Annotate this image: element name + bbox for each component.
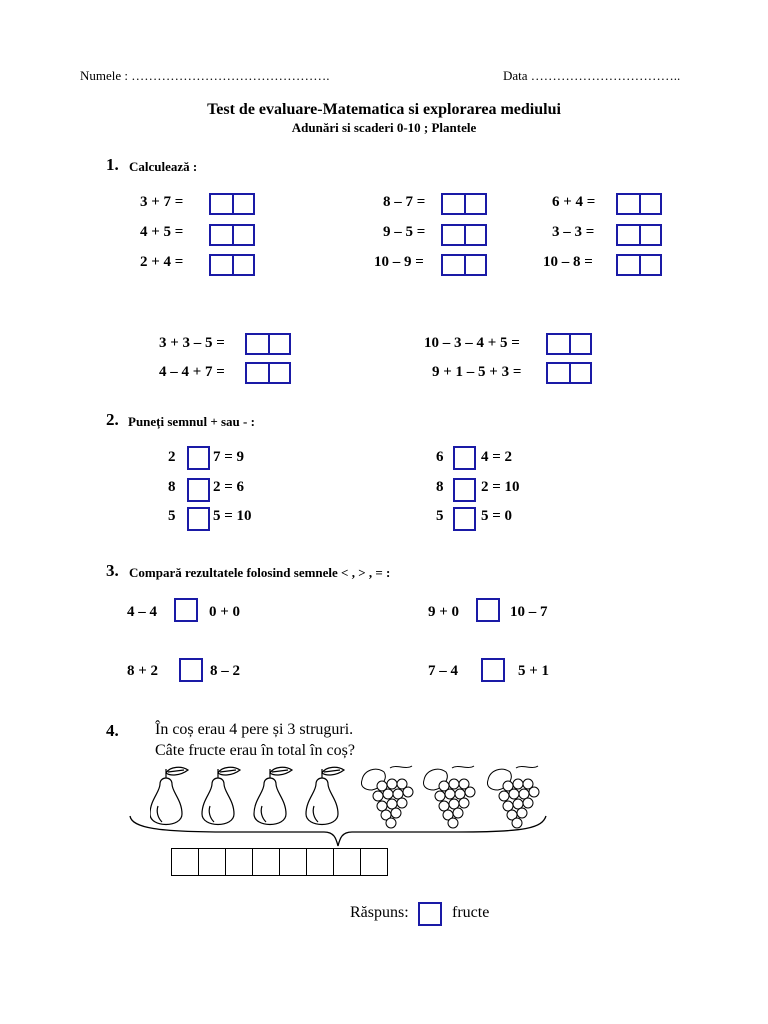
operand: 2: [168, 449, 176, 465]
grid-cell: [225, 848, 253, 876]
page-subtitle: Adunări si scaderi 0-10 ; Plantele: [291, 120, 477, 135]
calc-expression-long: 3 + 3 – 5 =: [159, 335, 225, 351]
compare-right: 10 – 7: [510, 604, 548, 620]
operand: 5: [168, 508, 176, 524]
calc-expression-long: 4 – 4 + 7 =: [159, 364, 225, 380]
sign-box[interactable]: [187, 478, 210, 502]
answer-box[interactable]: [441, 254, 487, 276]
calc-expression: 3 + 7 =: [140, 194, 184, 210]
equation-rest: 7 = 9: [213, 449, 245, 465]
compare-box[interactable]: [476, 598, 500, 622]
exercise-1-instruction: Calculează :: [129, 159, 198, 174]
compare-left: 7 – 4: [428, 663, 458, 679]
calc-expression: 10 – 8 =: [543, 254, 593, 270]
compare-right: 8 – 2: [210, 663, 240, 679]
name-field-label: Numele : ……………………………………….: [80, 68, 330, 83]
answer-box[interactable]: [209, 193, 255, 215]
exercise-2-instruction: Puneți semnul + sau - :: [128, 414, 255, 429]
compare-right: 5 + 1: [518, 663, 550, 679]
sign-box[interactable]: [453, 478, 476, 502]
operand: 6: [436, 449, 444, 465]
grid-cell: [306, 848, 334, 876]
page-title: Test de evaluare-Matematica si explorarea mediului: [207, 101, 561, 118]
answer-box[interactable]: [209, 254, 255, 276]
answer-label: Răspuns:: [350, 904, 409, 921]
answer-box[interactable]: [441, 224, 487, 246]
operand: 8: [168, 479, 176, 495]
exercise-4-number: 4.: [106, 721, 119, 740]
answer-box[interactable]: [616, 224, 662, 246]
grid-cell: [198, 848, 226, 876]
grid-cell: [279, 848, 307, 876]
compare-box[interactable]: [174, 598, 198, 622]
compare-left: 4 – 4: [127, 604, 157, 620]
calc-expression: 9 – 5 =: [383, 224, 426, 240]
answer-unit: fructe: [452, 904, 490, 921]
answer-box[interactable]: [546, 333, 592, 355]
sign-box[interactable]: [187, 446, 210, 470]
problem-line-2: Câte fructe erau în total în coș?: [155, 742, 355, 759]
operand: 5: [436, 508, 444, 524]
compare-box[interactable]: [481, 658, 505, 682]
answer-box[interactable]: [616, 193, 662, 215]
answer-box[interactable]: [546, 362, 592, 384]
equation-rest: 2 = 10: [481, 479, 520, 495]
calc-expression: 4 + 5 =: [140, 224, 184, 240]
grid-cell: [333, 848, 361, 876]
equation-rest: 4 = 2: [481, 449, 513, 465]
calc-expression: 2 + 4 =: [140, 254, 184, 270]
date-field-label: Data ……………………………..: [503, 68, 681, 83]
equation-rest: 2 = 6: [213, 479, 245, 495]
sign-box[interactable]: [187, 507, 210, 531]
operand: 8: [436, 479, 444, 495]
answer-box[interactable]: [441, 193, 487, 215]
compare-left: 9 + 0: [428, 604, 460, 620]
compare-left: 8 + 2: [127, 663, 159, 679]
total-brace: [128, 812, 548, 848]
answer-box[interactable]: [418, 902, 442, 926]
compare-right: 0 + 0: [209, 604, 241, 620]
equation-rest: 5 = 0: [481, 508, 513, 524]
grid-cell: [171, 848, 199, 876]
grid-cell: [252, 848, 280, 876]
answer-grid[interactable]: [171, 848, 388, 876]
calc-expression-long: 9 + 1 – 5 + 3 =: [432, 364, 522, 380]
equation-rest: 5 = 10: [213, 508, 252, 524]
answer-box[interactable]: [245, 362, 291, 384]
compare-box[interactable]: [179, 658, 203, 682]
exercise-3-number: 3.: [106, 561, 119, 580]
calc-expression: 10 – 9 =: [374, 254, 424, 270]
exercise-2-number: 2.: [106, 410, 119, 429]
exercise-3-instruction: Compară rezultatele folosind semnele < , > , = :: [129, 565, 391, 580]
answer-box[interactable]: [616, 254, 662, 276]
answer-box[interactable]: [209, 224, 255, 246]
calc-expression: 3 – 3 =: [552, 224, 595, 240]
answer-box[interactable]: [245, 333, 291, 355]
calc-expression: 6 + 4 =: [552, 194, 596, 210]
calc-expression: 8 – 7 =: [383, 194, 426, 210]
calc-expression-long: 10 – 3 – 4 + 5 =: [424, 335, 520, 351]
sign-box[interactable]: [453, 507, 476, 531]
sign-box[interactable]: [453, 446, 476, 470]
exercise-1-number: 1.: [106, 155, 119, 174]
problem-line-1: În coș erau 4 pere și 3 struguri.: [155, 721, 354, 738]
grid-cell: [360, 848, 388, 876]
